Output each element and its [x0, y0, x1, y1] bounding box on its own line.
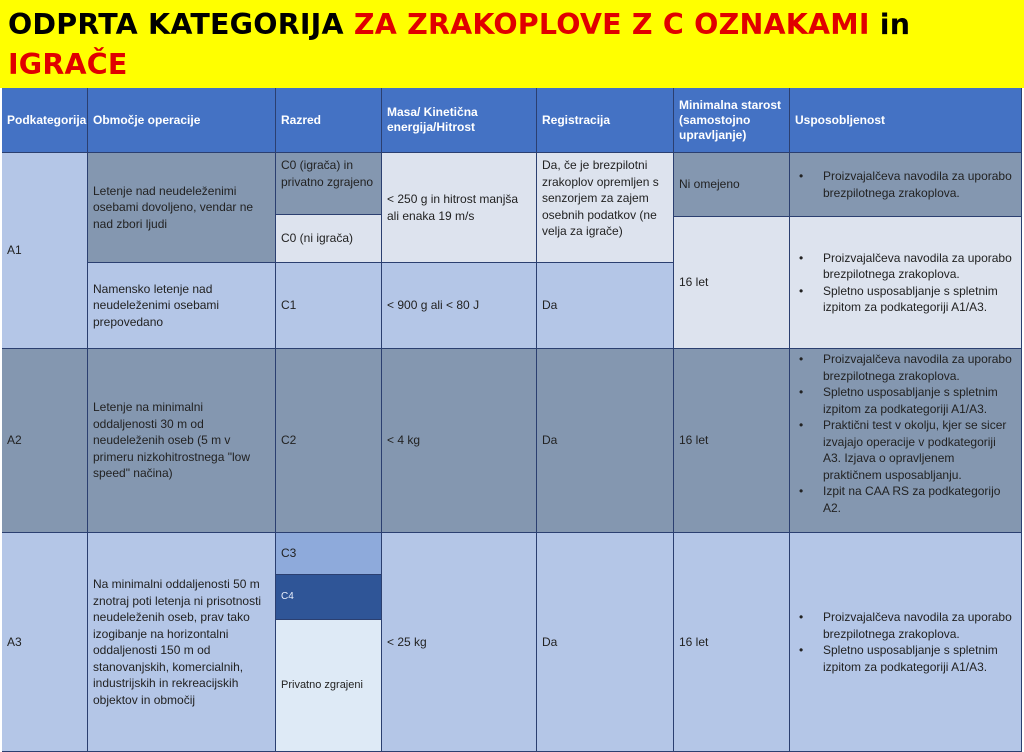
a1-registration-1: Da, če je brezpilotni zrakoplov opremljen s senzorjem za zajem osebnih podatkov (ne velja za igrače) — [537, 153, 674, 263]
a2-qualification-item-4: • Izpit na CAA RS za podkategorijo A2. — [823, 483, 1016, 516]
a3-registration: Da — [537, 533, 674, 752]
a1-class-c0-notoy: C0 (ni igrača) — [276, 215, 382, 263]
title-part-3: in — [869, 8, 911, 41]
a2-age: 16 let — [674, 349, 790, 533]
header-obmocje: Območje operacije — [88, 88, 276, 153]
header-masa: Masa/ Kinetična energija/Hitrost — [382, 88, 537, 153]
a1-mass-1: < 250 g in hitrost manjša ali enaka 19 m/s — [382, 153, 537, 263]
a2-qualification-item-2: • Spletno usposabljanje s spletnim izpitom za podkategoriji A1/A3. — [823, 384, 1016, 417]
a2-class: C2 — [276, 349, 382, 533]
a1-class-c1: C1 — [276, 263, 382, 349]
title-part-2: ZA ZRAKOPLOVE Z C OZNAKAMI — [353, 8, 870, 41]
a3-qualification — [790, 533, 1022, 752]
sub-a2: A2 — [2, 349, 88, 533]
a1-area-1: Letenje nad neudeleženimi osebami dovoljeno, vendar ne nad zbori ljudi — [88, 153, 276, 263]
a1-qualification-2 — [790, 217, 1022, 349]
title-part-1: ODPRTA KATEGORIJA — [8, 8, 354, 41]
title-banner — [0, 0, 1024, 88]
a3-qualification-item-1: • Proizvajalčeva navodila za uporabo brezpilotnega zrakoplova. — [823, 609, 1016, 642]
a3-age: 16 let — [674, 533, 790, 752]
a2-qualification-item-3: • Praktični test v okolju, kjer se sicer izvajajo operacije v podkategoriji A3. Izjava o opravljenem praktičnem usposabljanju. — [823, 417, 1016, 483]
a1-qualification-2-item-1: • Proizvajalčeva navodila za uporabo brezpilotnega zrakoplova. — [823, 250, 1016, 283]
a1-age-1: Ni omejeno — [674, 153, 790, 217]
a1-qualification-2-item-2: • Spletno usposabljanje s spletnim izpitom za podkategoriji A1/A3. — [823, 283, 1016, 316]
a2-area: Letenje na minimalni oddaljenosti 30 m od neudeleženih oseb (5 m v primeru nizkohitrostnega "low speed" načina) — [88, 349, 276, 533]
a3-class-c3: C3 — [276, 533, 382, 575]
a1-class-c0-toy: C0 (igrača) in privatno zgrajeno — [276, 153, 382, 215]
a1-mass-2: < 900 g ali < 80 J — [382, 263, 537, 349]
a2-qualification-item-1: • Proizvajalčeva navodila za uporabo brezpilotnega zrakoplova. — [823, 351, 1016, 384]
header-registracija: Registracija — [537, 88, 674, 153]
title-part-4: IGRAČE — [8, 48, 128, 81]
header-razred: Razred — [276, 88, 382, 153]
a2-qualification — [790, 349, 1022, 533]
a2-registration: Da — [537, 349, 674, 533]
a1-registration-2: Da — [537, 263, 674, 349]
header-usposobljenost: Usposobljenost — [790, 88, 1022, 153]
a3-mass: < 25 kg — [382, 533, 537, 752]
a3-area: Na minimalni oddaljenosti 50 m znotraj poti letenja ni prisotnosti neudeleženih oseb, prav tako izogibanje na horizontalni oddaljenosti 150 m od stanovanjskih, komercialnih, industrijskih in rekreacijskih objektov in območij — [88, 533, 276, 752]
sub-a1: A1 — [2, 153, 88, 349]
a3-class-private: Privatno zgrajeni — [276, 620, 382, 752]
a3-qualification-item-2: • Spletno usposabljanje s spletnim izpitom za podkategoriji A1/A3. — [823, 642, 1016, 675]
sub-a3: A3 — [2, 533, 88, 752]
a1-age-2: 16 let — [674, 217, 790, 349]
a1-qualification-1 — [790, 153, 1022, 217]
a2-mass: < 4 kg — [382, 349, 537, 533]
header-podkategorija: Podkategorija — [2, 88, 88, 153]
header-starost: Minimalna starost (samostojno upravljanje) — [674, 88, 790, 153]
category-table — [2, 88, 1022, 752]
a3-class-c4: C4 — [276, 575, 382, 620]
a1-qualification-1-item: • Proizvajalčeva navodila za uporabo brezpilotnega zrakoplova. — [823, 168, 1016, 201]
a1-area-2: Namensko letenje nad neudeleženimi osebami prepovedano — [88, 263, 276, 349]
